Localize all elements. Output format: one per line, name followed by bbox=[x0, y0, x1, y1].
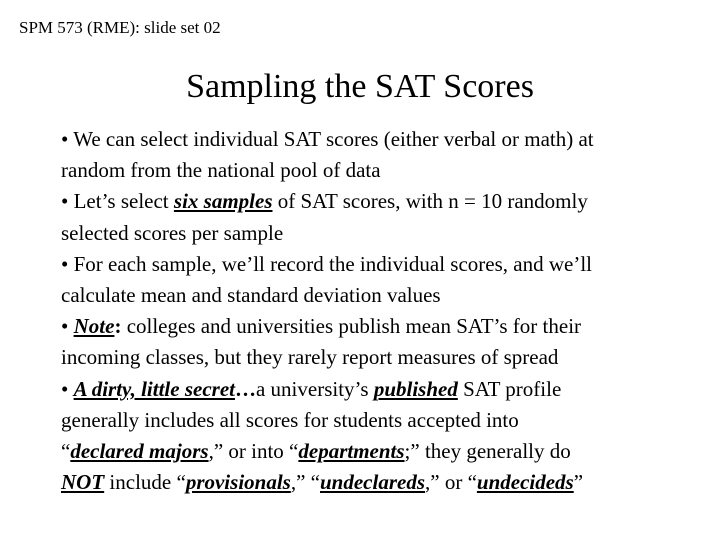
bullet-line bbox=[61, 124, 711, 155]
bullet-line bbox=[61, 155, 711, 186]
emphasis-text: undecideds bbox=[476, 470, 574, 495]
bullet-text: : bbox=[114, 314, 122, 339]
bullet-text: of SAT scores, with n = 10 randomly bbox=[272, 189, 588, 214]
emphasis-text: A dirty, little secret bbox=[73, 376, 235, 401]
slide-title bbox=[0, 66, 720, 108]
bullet-text: ,” or “ bbox=[425, 470, 477, 495]
bullet-list bbox=[61, 124, 711, 498]
bullet-text: colleges and universities publish mean SAT’s for their bbox=[121, 314, 582, 339]
bullet-text: … bbox=[234, 376, 256, 401]
emphasis-text: six samples bbox=[173, 189, 273, 214]
bullet-line bbox=[61, 280, 711, 311]
bullet-text: • We can select individual SAT scores (either verbal or math) at bbox=[61, 127, 594, 151]
bullet-text: ” bbox=[573, 470, 584, 495]
bullet-line bbox=[61, 467, 711, 498]
bullet-text: generally includes all scores for students accepted into bbox=[61, 407, 519, 432]
slide-title-text: Sampling the SAT Scores bbox=[186, 68, 534, 105]
bullet-text: ,” or into “ bbox=[208, 439, 299, 464]
bullet-text: SAT profile bbox=[457, 376, 562, 401]
emphasis-text: published bbox=[373, 376, 458, 401]
bullet-line bbox=[61, 311, 711, 342]
bullet-text: include “ bbox=[104, 470, 186, 495]
bullet-text: ;” they generally do bbox=[404, 439, 571, 464]
emphasis-text: Note bbox=[73, 314, 115, 339]
emphasis-text: departments bbox=[298, 439, 405, 464]
bullet-text: “ bbox=[61, 439, 71, 464]
emphasis-text: undeclareds bbox=[320, 470, 425, 495]
bullet-item bbox=[61, 124, 711, 186]
bullet-text: • bbox=[61, 314, 74, 339]
bullet-text: ,” “ bbox=[290, 470, 320, 495]
emphasis-text: declared majors bbox=[70, 439, 209, 464]
bullet-item bbox=[61, 374, 711, 499]
bullet-item bbox=[61, 249, 711, 311]
bullet-text: a university’s bbox=[255, 376, 374, 401]
bullet-text: calculate mean and standard deviation values bbox=[61, 283, 441, 308]
bullet-line bbox=[61, 186, 711, 217]
bullet-line bbox=[61, 342, 711, 373]
bullet-line bbox=[61, 249, 711, 280]
bullet-item bbox=[61, 186, 711, 248]
bullet-text: selected scores per sample bbox=[61, 220, 284, 245]
bullet-line bbox=[61, 436, 711, 467]
bullet-text: random from the national pool of data bbox=[61, 158, 381, 183]
bullet-line bbox=[61, 405, 711, 436]
bullet-line bbox=[61, 374, 711, 405]
bullet-text: • Let’s select bbox=[61, 189, 174, 214]
bullet-text: • For each sample, we’ll record the individual scores, and we’ll bbox=[61, 251, 593, 276]
emphasis-text: provisionals bbox=[185, 470, 291, 495]
bullet-line bbox=[61, 218, 711, 249]
bullet-text: • bbox=[61, 376, 74, 401]
slide-header: SPM 573 (RME): slide set 02 bbox=[19, 18, 221, 37]
emphasis-text: NOT bbox=[61, 470, 105, 495]
bullet-text: incoming classes, but they rarely report measures of spread bbox=[61, 345, 559, 370]
bullet-item bbox=[61, 311, 711, 373]
